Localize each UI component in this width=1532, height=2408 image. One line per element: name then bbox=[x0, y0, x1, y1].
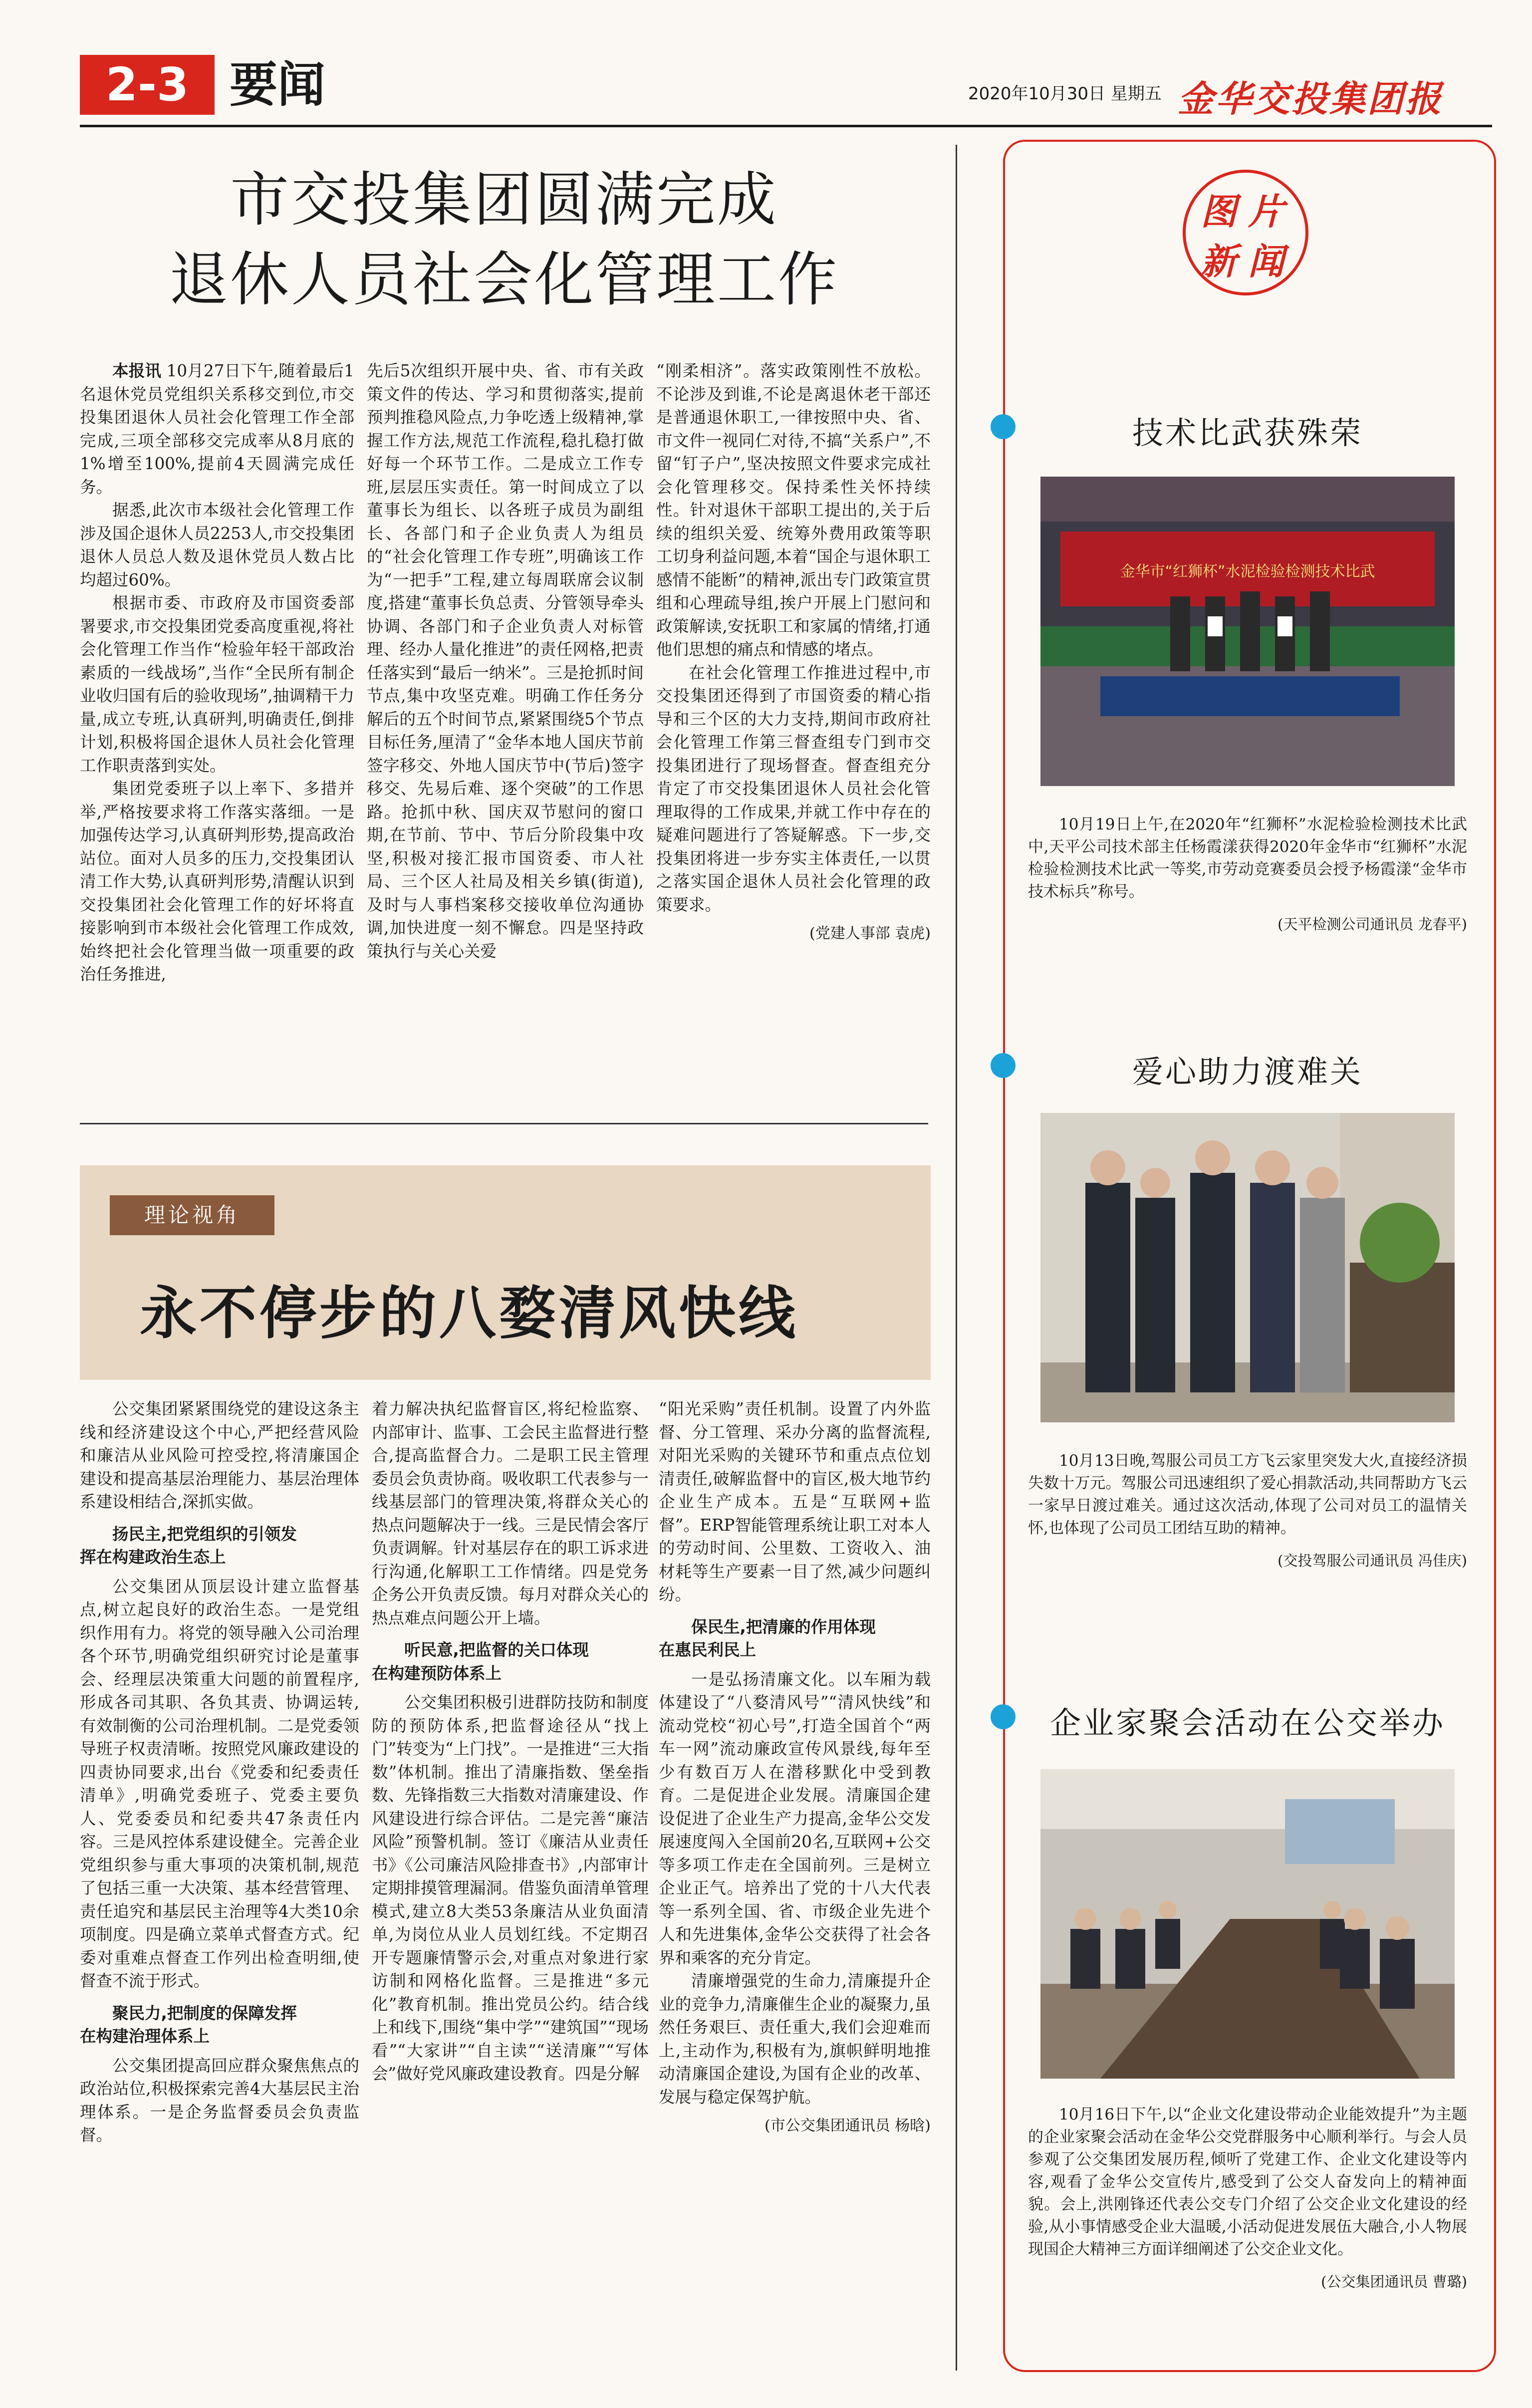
main-story-column-1 bbox=[80, 359, 354, 986]
photo-item-title: 技术比武获殊荣 bbox=[1132, 415, 1363, 451]
seal-char: 新 bbox=[1201, 240, 1237, 282]
donation-photo bbox=[1040, 1113, 1455, 1422]
byline: (市公交集团通讯员 杨晗) bbox=[765, 2117, 931, 2135]
photo-news-seal bbox=[1183, 170, 1308, 295]
subheading: 聚民力,把制度的保障发挥 在构建治理体系上 bbox=[80, 2003, 297, 2046]
lead-label: 本报讯 bbox=[112, 361, 162, 380]
theory-tag: 理论视角 bbox=[110, 1195, 274, 1235]
seal-char: 闻 bbox=[1248, 240, 1284, 282]
caption-text: 10月13日晚,驾服公司员工方飞云家里突发大火,直接经济损失数十万元。驾服公司迅速组织了爱心捐款活动,共同帮助方飞云一家早日渡过难关。通过这次活动,体现了公司对员工的温情关怀,也体现了公司员工团结互助的精神。 bbox=[1028, 1452, 1467, 1537]
main-headline bbox=[80, 160, 928, 319]
theory-column-2 bbox=[372, 1397, 649, 2086]
seal-char: 片 bbox=[1248, 190, 1284, 233]
paragraph: “刚柔相济”。落实政策刚性不放松。不论涉及到谁,不论是离退休老干部还是普通退休职工,一律按照中央、省、市文件一视同仁对待,不搞“关系户”,不留“钉子户”,坚决按照文件要求完成社会化管理移交。保持柔性关怀持续性。针对退休干部职工提出的,关于后续的组织关爱、统筹外费用政策等职工切身利益问题,本着“国企与退休职工感情不能断”的精神,派出专门政策宣贯组和心理疏导组,挨户开展上门慰问和政策解读,安抚职工和家属的情绪,打通他们思想的痛点和情感的堵点。 bbox=[656, 361, 931, 659]
photo-caption bbox=[1028, 1450, 1467, 1572]
paragraph: 10月27日下午,随着最后1名退休党员党组织关系移交到位,市交投集团退休人员社会化管理工作全部完成,三项全部移交完成率从8月底的1%增至100%,提前4天圆满完成任务。 bbox=[80, 361, 354, 497]
paragraph: 公交集团积极引进群防技防和制度防的预防体系,把监督途径从“找上门”转变为“上门找”。一是推进“三大指数”体机制。推出了清廉指数、堡垒指数、先锋指数三大指数对清廉建设、作风建设进行综合评估。二是完善“廉洁风险”预警机制。签订《廉洁从业责任书》《公司廉洁风险排查书》,内部审计定期排摸管理漏洞。借鉴负面清单管理模式,建立8大类53条廉洁从业负面清单,为岗位从业人员划红线。不定期召开专题廉情警示会,对重点对象进行家访制和网格化监督。三是推进“多元化”教育机制。推出党员公约。结合线上和线下,围绕“集中学”“建筑国”“现场看”“大家讲”“自主读”“送清廉”“写体会”做好党风廉政建设教育。四是分解 bbox=[372, 1693, 649, 2083]
headline-line-1: 市交投集团圆满完成 bbox=[230, 165, 778, 234]
photo-item-title: 企业家聚会活动在公交举办 bbox=[1049, 1705, 1445, 1741]
subheading: 保民生,把清廉的作用体现 在惠民利民上 bbox=[659, 1617, 876, 1659]
header-rule bbox=[80, 125, 1492, 127]
byline: (党建人事部 袁虎) bbox=[809, 925, 931, 942]
paragraph: “阳光采购”责任机制。设置了内外监督、分工管理、采办分离的监督流程,对阳光采购的关键环节和重点点位划清责任,破解监督中的盲区,极大地节约企业生产成本。五是“互联网+监督”。ERP智能管理系统让职工对本人的劳动时间、公里数、工资收入、油材耗等生产要素一目了然,减少问题纠纷。 bbox=[659, 1399, 931, 1604]
photo-caption bbox=[1028, 2104, 1467, 2293]
paragraph: 先后5次组织开展中央、省、市有关政策文件的传达、学习和贯彻落实,提前预判推稳风险点,力争吃透上级精神,掌握工作方法,规范工作流程,稳扎稳打做好每一个环节工作。二是成立工作专班,层层压实责任。第一时间成立了以董事长为组长、以各班子成员为副组长、各部门和子企业负责人为组员的“社会化管理工作专班”,明确该工作为“一把手”工程,建立每周联席会议制度,搭建“董事长负总责、分管领导牵头协调、各部门和子企业负责人对标管理、经办人量化推进”的责任网格,把责任落实到“最后一纳米”。三是抢抓时间节点,集中攻坚克难。明确工作任务分解后的五个时间节点,紧紧围绕5个节点目标任务,厘清了“金华本地人国庆节前签字移交、外地人国庆节中(节后)签字移交、先易后难、逐个突破”的工作思路。抢抓中秋、国庆双节慰问的窗口期,在节前、节中、节后分阶段集中攻坚,积极对接汇报市国资委、市人社局、三个区人社局及相关乡镇(街道),及时与人事档案移交接收单位沟通协调,加快进度一刻不懈怠。四是坚持政策执行与关心关爱 bbox=[367, 361, 644, 961]
seal-char: 图 bbox=[1201, 190, 1237, 233]
caption-source: (天平检测公司通讯员 龙春平) bbox=[1277, 916, 1467, 933]
headline-line-2: 退休人员社会化管理工作 bbox=[169, 245, 839, 314]
banner-text: 金华市“红狮杯”水泥检验检测技术比武 bbox=[1120, 563, 1375, 580]
award-ceremony-photo bbox=[1040, 477, 1455, 786]
paragraph: 在社会化管理工作推进过程中,市交投集团还得到了市国资委的精心指导和三个区的大力支持,期间市政府社会化管理工作第三督查组专门到市交投集团进行了现场督查。督查组充分肯定了市交投集团退休人员社会化管理取得的工作成果,并就工作中存在的疑难问题进行了答疑解惑。下一步,交投集团将进一步夯实主体责任,一以贯之落实国企退休人员社会化管理的政策要求。 bbox=[656, 663, 931, 914]
paragraph: 着力解决执纪监督盲区,将纪检监察、内部审计、监事、工会民主监督进行整合,提高监督合力。二是职工民主管理委员会负责协商。吸收职工代表参与一线基层部门的管理决策,将群众关心的热点问题解决于一线。三是民情会客厅负责调解。针对基层存在的职工诉求进行沟通,化解职工工作情绪。四是党务企务公开负责反馈。每月对群众关心的热点难点问题公开上墙。 bbox=[372, 1399, 649, 1627]
caption-text: 10月16日下午,以“企业文化建设带动企业能效提升”为主题的企业家聚会活动在金华公交党群服务中心顺利举行。与会人员参观了公交集团发展历程,倾听了党建工作、企业文化建设等内容,观看了金华公交宣传片,感受到了公交人奋发向上的精神面貌。会上,洪刚锋还代表公交专门介绍了公交企业文化建设的经验,从小事情感受企业大温暖,小活动促进发展伍大融合,小人物展现国企大精神三方面详细阐述了公交企业文化。 bbox=[1028, 2106, 1467, 2258]
main-story-column-2 bbox=[367, 359, 644, 963]
theory-column-1 bbox=[80, 1397, 359, 2147]
theory-column-3 bbox=[659, 1397, 931, 2138]
paragraph: 集团党委班子以上率下、多措并举,严格按要求将工作落实落细。一是加强传达学习,认真研判形势,提高政治站位。面对人员多的压力,交投集团认清工作大势,认真研判形势,清醒认识到交投集团社会化管理工作的好坏将直接影响到市本级社会化管理工作成效,始终把社会化管理当做一项重要的政治任务推进, bbox=[80, 779, 354, 984]
caption-text: 10月19日上午,在2020年“红狮杯”水泥检验检测技术比武中,天平公司技术部主任杨霞漾获得2020年金华市“红狮杯”水泥检验检测技术比武一等奖,市劳动竞赛委员会授予杨霞漾“金华市技术标兵”称号。 bbox=[1028, 815, 1467, 901]
subheading: 听民意,把监督的关口体现 在构建预防体系上 bbox=[372, 1640, 589, 1683]
page-number: 2-3 bbox=[80, 55, 215, 115]
paragraph: 清廉增强党的生命力,清廉提升企业的竞争力,清廉催生企业的凝聚力,虽然任务艰巨、责任重大,我们会迎难而上,主动作为,积极有为,旗帜鲜明地推动清廉国企建设,为国有企业的改革、发展与稳定保驾护航。 bbox=[659, 1971, 931, 2107]
main-story-column-3 bbox=[656, 359, 931, 946]
meeting-photo bbox=[1040, 1769, 1455, 2079]
paragraph: 公交集团提高回应群众聚焦焦点的政治站位,积极探索完善4大基层民主治理体系。一是企务监督委员会负责监督。 bbox=[80, 2056, 359, 2144]
section-title: 要闻 bbox=[230, 57, 325, 113]
theory-title: 永不停步的八婺清风快线 bbox=[140, 1280, 799, 1346]
issue-date: 2020年10月30日 星期五 bbox=[968, 84, 1162, 104]
paragraph: 据悉,此次市本级社会化管理工作涉及国企退休人员2253人,市交投集团退休人员总人数及退休党员人数占比均超过60%。 bbox=[80, 501, 354, 589]
paragraph: 公交集团从顶层设计建立监督基点,树立起良好的政治生态。一是党组织作用有力。将党的领导融入公司治理各个环节,明确党组织研究讨论是董事会、经理层决策重大问题的前置程序,形成各司其职、各负其责、协调运转,有效制衡的公司治理机制。二是党委领导班子权责清晰。按照党风廉政建设的四责协同要求,出台《党委和纪委责任清单》,明确党委班子、党委主要负人、党委委员和纪委共47条责任内容。三是风控体系建设健全。完善企业党组织参与重大事项的决策机制,规范了包括三重一大决策、基本经营管理、责任追究和基层民主治理等4大类10余项制度。四是确立菜单式督查方式。纪委对重难点督查工作列出检查明细,使督查不流于形式。 bbox=[80, 1577, 359, 1990]
paragraph: 公交集团紧紧围绕党的建设这条主线和经济建设这个中心,严把经营风险和廉洁从业风险可控受控,将清廉国企建设和提高基层治理能力、基层治理体系建设相结合,深抓实做。 bbox=[80, 1399, 359, 1511]
column-divider bbox=[956, 145, 957, 2371]
photo-item-title: 爱心助力渡难关 bbox=[1132, 1054, 1363, 1090]
caption-source: (公交集团通讯员 曹璐) bbox=[1321, 2273, 1467, 2290]
subheading: 扬民主,把党组织的引领发 挥在构建政治生态上 bbox=[80, 1524, 297, 1567]
newspaper-name: 金华交投集团报 bbox=[1178, 77, 1444, 120]
section-separator bbox=[80, 1123, 928, 1124]
paragraph: 一是弘扬清廉文化。以车厢为载体建设了“八婺清风号”“清风快线”和流动党校“初心号”,打造全国首个“两车一网”流动廉政宣传风景线,每年至少有数百万人在潜移默化中受到教育。二是促进企业发展。清廉国企建设促进了企业生产力提高,金华公交发展速度闯入全国前20名,互联网+公交等多项工作走在全国前列。三是树立企业正气。培养出了党的十八大代表等一系列全国、省、市级企业先进个人和先进集体,金华公交获得了社会各界和乘客的充分肯定。 bbox=[659, 1669, 931, 1967]
photo-caption bbox=[1028, 813, 1467, 936]
paragraph: 根据市委、市政府及市国资委部署要求,市交投集团党委高度重视,将社会化管理工作当作“检验年轻干部政治素质的一线战场”,当作“全民所有制企业收归国有后的验收现场”,抽调精干力量,成立专班,认真研判,明确责任,倒排计划,积极将国企退休人员社会化管理工作职责落到实处。 bbox=[80, 593, 354, 775]
caption-source: (交投驾服公司通讯员 冯佳庆) bbox=[1277, 1552, 1467, 1569]
